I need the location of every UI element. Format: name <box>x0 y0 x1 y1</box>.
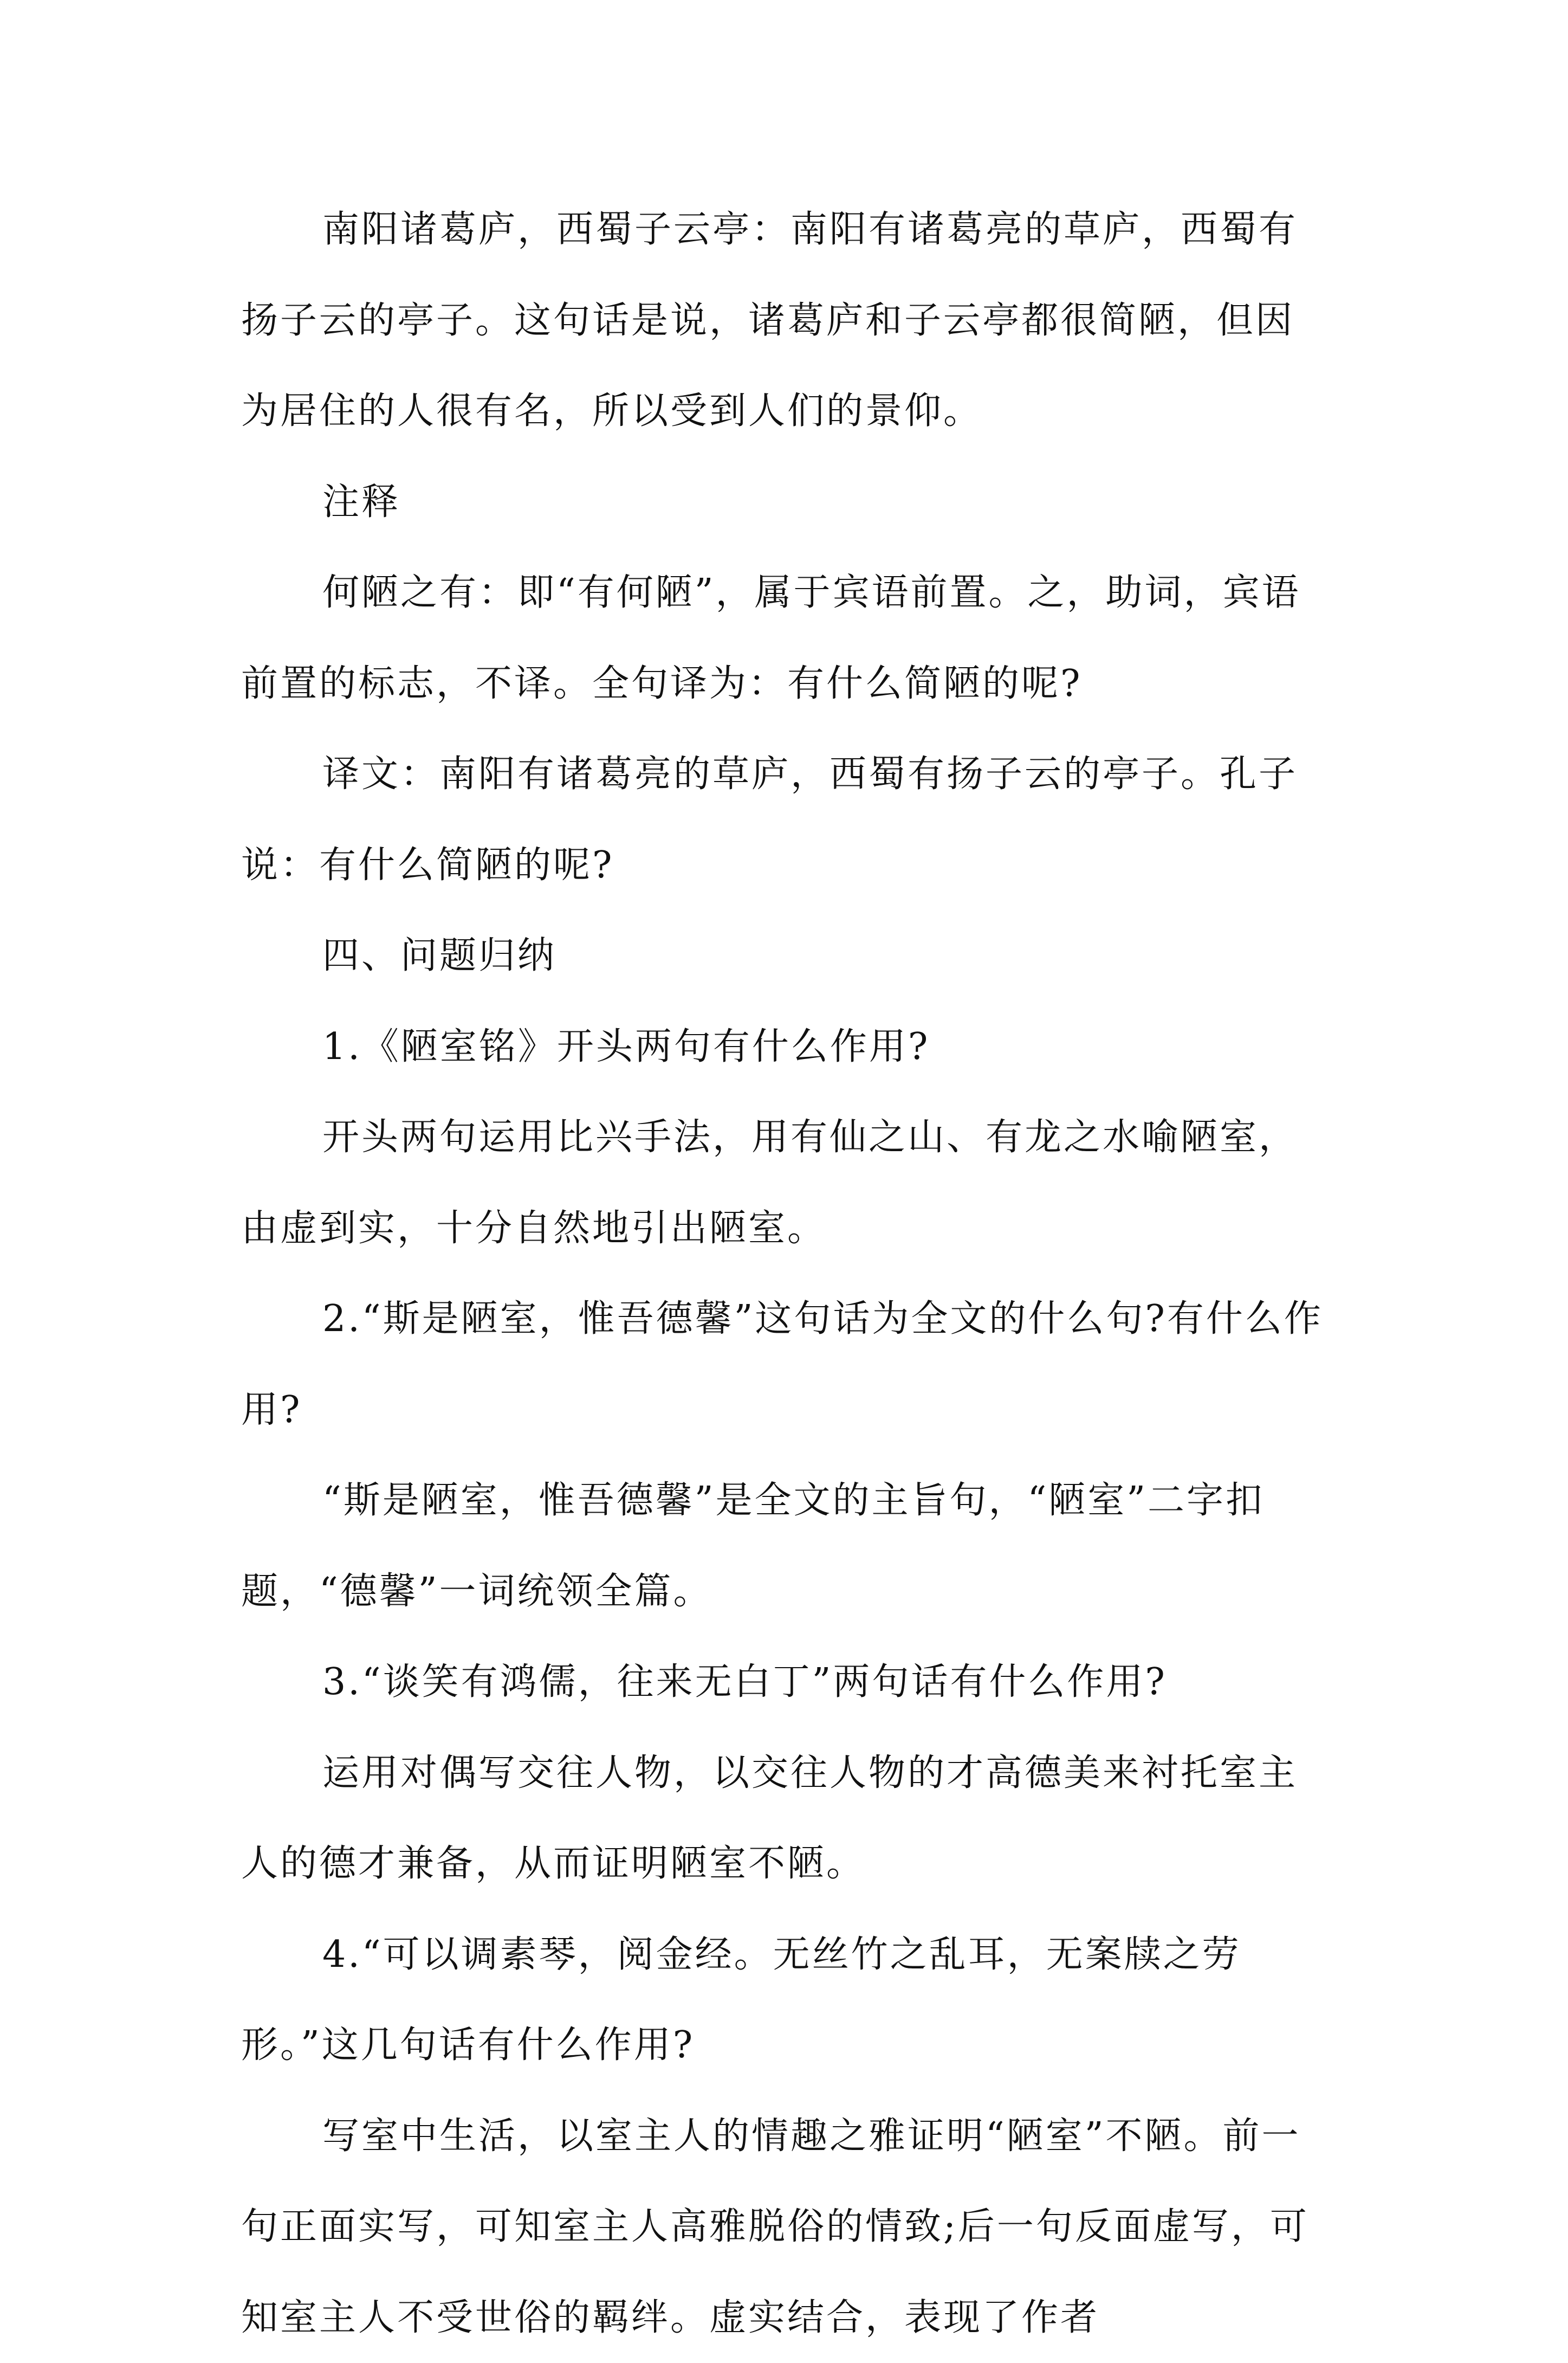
document-body <box>241 184 1333 2363</box>
paragraph-question-2: 2.“斯是陋室，惟吾德馨”这句话为全文的什么句?有什么作用? <box>241 1274 1333 1455</box>
paragraph-nanyang-explanation: 南阳诸葛庐，西蜀子云亭：南阳有诸葛亮的草庐，西蜀有扬子云的亭子。这句话是说，诸葛庐和子云亭都很简陋，但因为居住的人很有名，所以受到人们的景仰。 <box>241 184 1333 457</box>
paragraph-question-4: 4.“可以调素琴，阅金经。无丝竹之乱耳，无案牍之劳形。”这几句话有什么作用? <box>241 1909 1333 2091</box>
paragraph-question-3: 3.“谈笑有鸿儒，往来无白丁”两句话有什么作用? <box>241 1637 1333 1728</box>
paragraph-section-four-heading: 四、问题归纳 <box>241 911 1333 1002</box>
paragraph-answer-1: 开头两句运用比兴手法，用有仙之山、有龙之水喻陋室，由虚到实，十分自然地引出陋室。 <box>241 1092 1333 1274</box>
paragraph-helouzhiyou-note: 何陋之有：即“有何陋”，属于宾语前置。之，助词，宾语前置的标志，不译。全句译为：有什么简陋的呢? <box>241 547 1333 729</box>
paragraph-question-1: 1.《陋室铭》开头两句有什么作用? <box>241 1002 1333 1093</box>
paragraph-answer-4: 写室中生活，以室主人的情趣之雅证明“陋室”不陋。前一句正面实写，可知室主人高雅脱俗的情致;后一句反面虚写，可知室主人不受世俗的羁绊。虚实结合，表现了作者 <box>241 2091 1333 2363</box>
paragraph-translation: 译文：南阳有诸葛亮的草庐，西蜀有扬子云的亭子。孔子说：有什么简陋的呢? <box>241 729 1333 911</box>
paragraph-answer-3: 运用对偶写交往人物，以交往人物的才高德美来衬托室主人的德才兼备，从而证明陋室不陋。 <box>241 1728 1333 1909</box>
paragraph-answer-2: “斯是陋室，惟吾德馨”是全文的主旨句，“陋室”二字扣题，“德馨”一词统领全篇。 <box>241 1455 1333 1637</box>
paragraph-notes-heading: 注释 <box>241 457 1333 548</box>
